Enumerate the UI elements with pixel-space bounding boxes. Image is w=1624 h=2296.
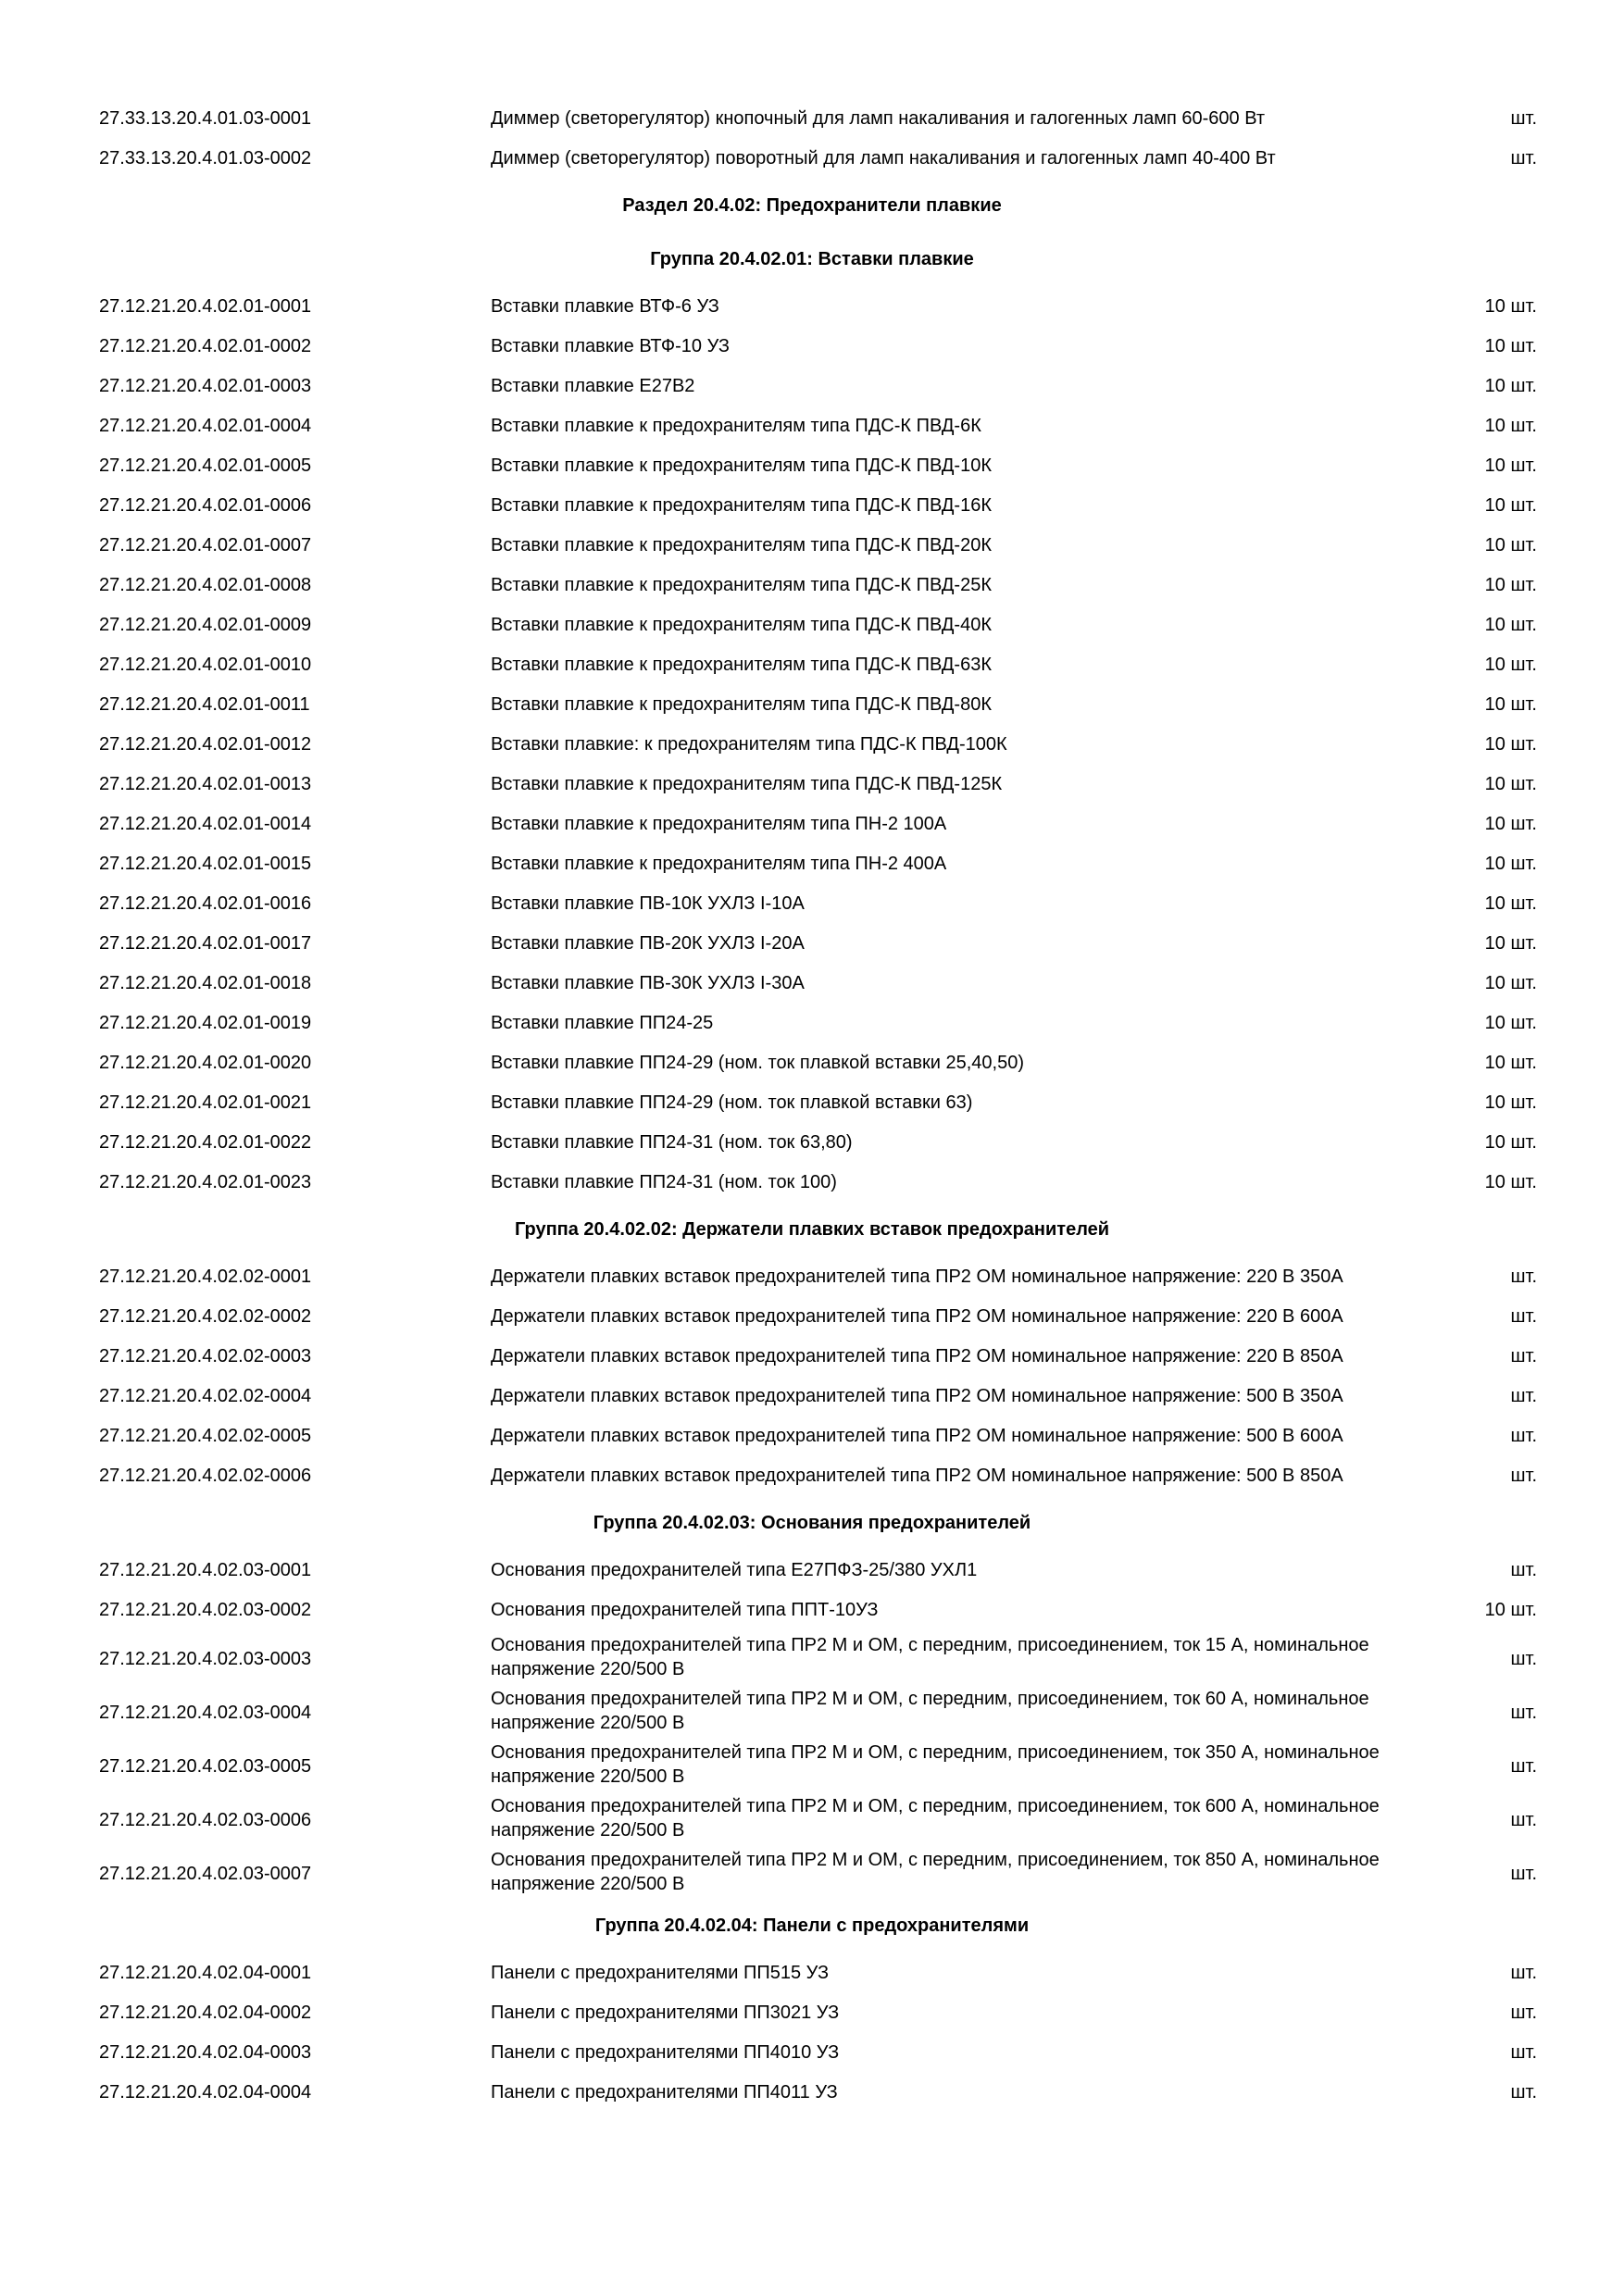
item-name: Вставки плавкие ПВ-10К УХЛЗ I-10А: [491, 893, 805, 914]
item-unit: шт.: [1510, 1346, 1537, 1366]
item-code: 27.12.21.20.4.02.01-0014: [99, 814, 312, 834]
item-unit: 10 шт.: [1484, 1172, 1537, 1192]
item-code: 27.12.21.20.4.02.01-0017: [99, 933, 312, 954]
item-code: 27.12.21.20.4.02.01-0005: [99, 455, 312, 476]
item-code: 27.12.21.20.4.02.03-0007: [99, 1864, 312, 1884]
table-row: [0, 327, 1624, 367]
item-unit: 10 шт.: [1484, 615, 1537, 635]
price-list: [0, 99, 1624, 2113]
item-name: Вставки плавкие к предохранителям типа ПН-2 400А: [491, 854, 947, 874]
item-code: 27.12.21.20.4.02.01-0021: [99, 1092, 312, 1113]
item-name: Вставки плавкие ПВ-30К УХЛЗ I-30А: [491, 973, 805, 993]
item-code: 27.12.21.20.4.02.01-0010: [99, 655, 312, 675]
item-name: Вставки плавкие к предохранителям типа ПДС-К ПВД-25К: [491, 575, 992, 595]
table-row: [0, 1551, 1624, 1591]
item-code: 27.12.21.20.4.02.02-0005: [99, 1426, 312, 1446]
table-row: [0, 1297, 1624, 1337]
item-name: Вставки плавкие Е27В2: [491, 376, 695, 396]
item-unit: 10 шт.: [1484, 1132, 1537, 1153]
table-row: [0, 1684, 1624, 1738]
item-code: 27.12.21.20.4.02.01-0004: [99, 416, 312, 436]
item-unit: 10 шт.: [1484, 1013, 1537, 1033]
table-row: [0, 566, 1624, 605]
item-name: Вставки плавкие к предохранителям типа ПДС-К ПВД-6К: [491, 416, 981, 436]
table-row: [0, 685, 1624, 725]
item-unit: шт.: [1510, 1756, 1537, 1777]
item-name: Вставки плавкие ВТФ-10 УЗ: [491, 336, 730, 356]
item-code: 27.12.21.20.4.02.04-0004: [99, 2082, 312, 2103]
item-unit: шт.: [1510, 2003, 1537, 2023]
item-code: 27.12.21.20.4.02.03-0004: [99, 1703, 312, 1723]
item-unit: шт.: [1510, 1560, 1537, 1580]
item-unit: шт.: [1510, 2042, 1537, 2063]
table-row: [0, 1163, 1624, 1203]
item-unit: 10 шт.: [1484, 694, 1537, 715]
item-code: 27.12.21.20.4.02.01-0006: [99, 495, 312, 516]
item-unit: 10 шт.: [1484, 933, 1537, 954]
group-heading: Группа 20.4.02.04: Панели с предохранителями: [594, 1915, 1030, 1936]
table-row: [0, 1337, 1624, 1377]
item-name: Основания предохранителей типа ПР2 М и ОМ, с передним, присоединением, ток 850 А, номинальное напряжение 220/500 В: [491, 1850, 1380, 1894]
item-name: Вставки плавкие к предохранителям типа ПДС-К ПВД-80К: [491, 694, 992, 715]
item-name: Диммер (светорегулятор) кнопочный для ламп накаливания и галогенных ламп 60-600 Вт: [491, 108, 1266, 129]
item-code: 27.12.21.20.4.02.03-0003: [99, 1649, 312, 1669]
table-row: [0, 1953, 1624, 1993]
group-heading: Группа 20.4.02.02: Держатели плавких вставок предохранителей: [514, 1219, 1110, 1240]
table-row: [0, 1993, 1624, 2033]
item-unit: шт.: [1510, 1864, 1537, 1884]
item-name: Панели с предохранителями ПП3021 УЗ: [491, 2003, 840, 2023]
table-row: [0, 1004, 1624, 1043]
item-unit: 10 шт.: [1484, 734, 1537, 755]
item-unit: 10 шт.: [1484, 893, 1537, 914]
item-name: Вставки плавкие ПП24-31 (ном. ток 100): [491, 1172, 837, 1192]
table-row: [0, 964, 1624, 1004]
table-row: [0, 287, 1624, 327]
table-row: [0, 1738, 1624, 1791]
item-name: Основания предохранителей типа Е27ПФЗ-25/380 УХЛ1: [491, 1560, 978, 1580]
item-name: Держатели плавких вставок предохранителей типа ПР2 ОМ номинальное напряжение: 500 В 600А: [491, 1426, 1343, 1446]
item-name: Вставки плавкие к предохранителям типа ПН-2 100А: [491, 814, 947, 834]
item-unit: шт.: [1510, 1963, 1537, 1983]
table-row: [0, 605, 1624, 645]
item-unit: 10 шт.: [1484, 655, 1537, 675]
table-row: [0, 1416, 1624, 1456]
item-code: 27.12.21.20.4.02.01-0003: [99, 376, 312, 396]
table-row: [0, 844, 1624, 884]
item-name: Вставки плавкие ПП24-29 (ном. ток плавкой вставки 25,40,50): [491, 1053, 1025, 1073]
item-name: Вставки плавкие ПВ-20К УХЛЗ I-20А: [491, 933, 805, 954]
item-unit: шт.: [1510, 108, 1537, 129]
item-code: 27.12.21.20.4.02.04-0002: [99, 2003, 312, 2023]
item-unit: шт.: [1510, 1703, 1537, 1723]
item-name: Основания предохранителей типа ПР2 М и ОМ, с передним, присоединением, ток 350 А, номинальное напряжение 220/500 В: [491, 1742, 1380, 1787]
item-code: 27.12.21.20.4.02.01-0023: [99, 1172, 312, 1192]
table-row: [0, 1591, 1624, 1630]
table-row: [0, 1791, 1624, 1845]
table-row: [0, 805, 1624, 844]
table-row: [0, 924, 1624, 964]
item-code: 27.12.21.20.4.02.02-0001: [99, 1267, 312, 1287]
table-row: [0, 1043, 1624, 1083]
item-code: 27.12.21.20.4.02.01-0022: [99, 1132, 312, 1153]
item-name: Вставки плавкие ВТФ-6 УЗ: [491, 296, 719, 317]
item-unit: 10 шт.: [1484, 1053, 1537, 1073]
table-row: [0, 367, 1624, 406]
table-row: [0, 139, 1624, 179]
item-unit: 10 шт.: [1484, 1600, 1537, 1620]
item-code: 27.12.21.20.4.02.01-0001: [99, 296, 312, 317]
item-name: Вставки плавкие к предохранителям типа ПДС-К ПВД-125К: [491, 774, 1003, 794]
section-heading: Раздел 20.4.02: Предохранители плавкие: [622, 195, 1002, 216]
item-name: Держатели плавких вставок предохранителей типа ПР2 ОМ номинальное напряжение: 220 В 350А: [491, 1267, 1343, 1287]
table-row: [0, 1377, 1624, 1416]
item-unit: шт.: [1510, 1267, 1537, 1287]
item-unit: шт.: [1510, 148, 1537, 168]
item-code: 27.12.21.20.4.02.03-0006: [99, 1810, 312, 1830]
item-code: 27.12.21.20.4.02.01-0020: [99, 1053, 312, 1073]
item-name: Панели с предохранителями ПП4011 УЗ: [491, 2082, 838, 2103]
item-code: 27.12.21.20.4.02.03-0001: [99, 1560, 312, 1580]
table-row: [0, 486, 1624, 526]
item-unit: 10 шт.: [1484, 774, 1537, 794]
table-row: [0, 1083, 1624, 1123]
item-name: Вставки плавкие ПП24-29 (ном. ток плавкой вставки 63): [491, 1092, 973, 1113]
item-unit: 10 шт.: [1484, 575, 1537, 595]
item-code: 27.12.21.20.4.02.01-0018: [99, 973, 312, 993]
item-unit: 10 шт.: [1484, 416, 1537, 436]
item-unit: 10 шт.: [1484, 535, 1537, 555]
table-row: [0, 2073, 1624, 2113]
table-row: [0, 765, 1624, 805]
table-row: [0, 645, 1624, 685]
item-name: Вставки плавкие ПП24-31 (ном. ток 63,80): [491, 1132, 853, 1153]
item-name: Диммер (светорегулятор) поворотный для ламп накаливания и галогенных ламп 40-400 Вт: [491, 148, 1276, 168]
table-row: [0, 446, 1624, 486]
table-row: [0, 99, 1624, 139]
item-name: Вставки плавкие к предохранителям типа ПДС-К ПВД-63К: [491, 655, 992, 675]
item-code: 27.12.21.20.4.02.01-0008: [99, 575, 312, 595]
item-name: Держатели плавких вставок предохранителей типа ПР2 ОМ номинальное напряжение: 500 В 850А: [491, 1466, 1343, 1486]
item-unit: шт.: [1510, 1466, 1537, 1486]
group-heading: Группа 20.4.02.03: Основания предохранителей: [593, 1513, 1031, 1533]
item-unit: шт.: [1510, 1810, 1537, 1830]
table-row: [0, 1456, 1624, 1496]
item-code: 27.12.21.20.4.02.01-0011: [99, 694, 310, 715]
table-row: [0, 1257, 1624, 1297]
item-name: Вставки плавкие к предохранителям типа ПДС-К ПВД-10К: [491, 455, 992, 476]
item-unit: 10 шт.: [1484, 854, 1537, 874]
item-name: Основания предохранителей типа ПР2 М и ОМ, с передним, присоединением, ток 60 А, номинальное напряжение 220/500 В: [491, 1689, 1369, 1733]
item-unit: шт.: [1510, 1649, 1537, 1669]
item-unit: 10 шт.: [1484, 336, 1537, 356]
item-unit: шт.: [1510, 1426, 1537, 1446]
table-row: [0, 884, 1624, 924]
item-unit: 10 шт.: [1484, 296, 1537, 317]
item-code: 27.12.21.20.4.02.04-0003: [99, 2042, 312, 2063]
item-code: 27.33.13.20.4.01.03-0001: [99, 108, 312, 129]
table-row: [0, 1845, 1624, 1899]
item-name: Основания предохранителей типа ПР2 М и ОМ, с передним, присоединением, ток 600 А, номинальное напряжение 220/500 В: [491, 1796, 1380, 1841]
item-code: 27.12.21.20.4.02.04-0001: [99, 1963, 312, 1983]
item-name: Панели с предохранителями ПП4010 УЗ: [491, 2042, 840, 2063]
table-row: [0, 725, 1624, 765]
item-code: 27.12.21.20.4.02.02-0003: [99, 1346, 312, 1366]
item-code: 27.12.21.20.4.02.01-0019: [99, 1013, 312, 1033]
item-unit: 10 шт.: [1484, 376, 1537, 396]
item-name: Вставки плавкие ПП24-25: [491, 1013, 714, 1033]
item-unit: 10 шт.: [1484, 814, 1537, 834]
item-name: Панели с предохранителями ПП515 УЗ: [491, 1963, 830, 1983]
group-heading: Группа 20.4.02.01: Вставки плавкие: [650, 249, 974, 269]
item-name: Вставки плавкие: к предохранителям типа ПДС-К ПВД-100К: [491, 734, 1007, 755]
item-code: 27.12.21.20.4.02.01-0002: [99, 336, 312, 356]
table-row: [0, 1123, 1624, 1163]
item-name: Держатели плавких вставок предохранителей типа ПР2 ОМ номинальное напряжение: 220 В 600А: [491, 1306, 1343, 1327]
item-unit: шт.: [1510, 2082, 1537, 2103]
item-name: Основания предохранителей типа ППТ-10УЗ: [491, 1600, 879, 1620]
item-unit: 10 шт.: [1484, 495, 1537, 516]
item-unit: шт.: [1510, 1306, 1537, 1327]
item-code: 27.12.21.20.4.02.01-0013: [99, 774, 312, 794]
table-row: [0, 406, 1624, 446]
item-code: 27.12.21.20.4.02.01-0012: [99, 734, 312, 755]
item-name: Держатели плавких вставок предохранителей типа ПР2 ОМ номинальное напряжение: 500 В 350А: [491, 1386, 1343, 1406]
item-code: 27.12.21.20.4.02.02-0004: [99, 1386, 312, 1406]
item-code: 27.12.21.20.4.02.01-0016: [99, 893, 312, 914]
table-row: [0, 2033, 1624, 2073]
item-name: Держатели плавких вставок предохранителей типа ПР2 ОМ номинальное напряжение: 220 В 850А: [491, 1346, 1343, 1366]
item-code: 27.12.21.20.4.02.02-0006: [99, 1466, 312, 1486]
item-name: Вставки плавкие к предохранителям типа ПДС-К ПВД-40К: [491, 615, 992, 635]
item-code: 27.12.21.20.4.02.01-0015: [99, 854, 312, 874]
item-unit: шт.: [1510, 1386, 1537, 1406]
item-unit: 10 шт.: [1484, 1092, 1537, 1113]
item-code: 27.12.21.20.4.02.03-0005: [99, 1756, 312, 1777]
item-name: Вставки плавкие к предохранителям типа ПДС-К ПВД-20К: [491, 535, 992, 555]
table-row: [0, 526, 1624, 566]
item-unit: 10 шт.: [1484, 455, 1537, 476]
item-name: Основания предохранителей типа ПР2 М и ОМ, с передним, присоединением, ток 15 А, номинальное напряжение 220/500 В: [491, 1635, 1369, 1679]
item-name: Вставки плавкие к предохранителям типа ПДС-К ПВД-16К: [491, 495, 992, 516]
item-unit: 10 шт.: [1484, 973, 1537, 993]
item-code: 27.12.21.20.4.02.03-0002: [99, 1600, 312, 1620]
item-code: 27.12.21.20.4.02.02-0002: [99, 1306, 312, 1327]
item-code: 27.33.13.20.4.01.03-0002: [99, 148, 312, 168]
item-code: 27.12.21.20.4.02.01-0009: [99, 615, 312, 635]
table-row: [0, 1630, 1624, 1684]
item-code: 27.12.21.20.4.02.01-0007: [99, 535, 312, 555]
